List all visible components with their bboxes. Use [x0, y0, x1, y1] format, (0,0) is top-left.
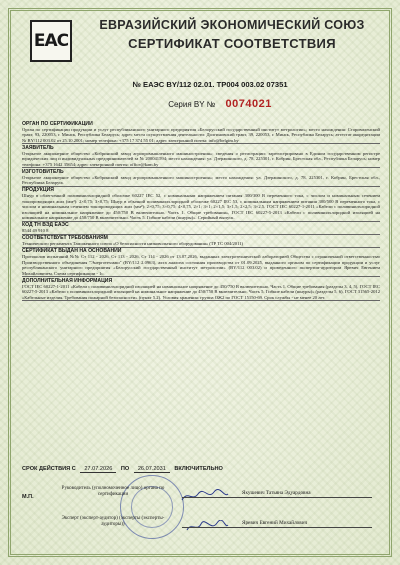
union-title: ЕВРАЗИЙСКИЙ ЭКОНОМИЧЕСКИЙ СОЮЗ — [99, 18, 365, 32]
section-heading: ИЗГОТОВИТЕЛЬ — [22, 168, 64, 175]
section-text: 8544 49 910 8 — [22, 228, 380, 235]
section-heading: КОД ТН ВЭД ЕАЭС — [22, 222, 69, 228]
section-heading: ОРГАН ПО СЕРТИФИКАЦИИ — [22, 120, 93, 127]
validity-from: 27.07.2026 — [80, 466, 116, 473]
validity-to-label: ПО — [120, 466, 130, 472]
head-role: Руководитель (уполномоченное лицо) органа по сертификации — [61, 486, 165, 497]
certificate-number: № ЕАЭС BY/112 02.01. ТР004 003.02 07351 — [132, 80, 288, 89]
validity-label: СРОК ДЕЙСТВИЯ С — [22, 466, 76, 472]
section-applicant — [22, 145, 380, 169]
series-label: Серия BY — [168, 100, 205, 109]
validity-to: 26.07.2031 — [134, 466, 170, 473]
section-heading: СООТВЕТСТВУЕТ ТРЕБОВАНИЯМ — [22, 235, 108, 241]
section-heading: СЕРТИФИКАТ ВЫДАН НА ОСНОВАНИИ — [22, 248, 122, 254]
section-heading: ЗАЯВИТЕЛЬ — [22, 144, 54, 151]
section-additional-info — [22, 278, 380, 302]
section-text: ГОСТ IEC 60227-1-2011 «Кабели с поливинилхлоридной изоляцией на номинальное напряжение до 450/750 В включительно. Часть 1. Общие требования (разделы 3, 4, 5), ГОСТ IEC 60227-5-2013 «Кабели с поливинилхлоридной изоляцией на номинальное напряжение до 450/750 В включительно. Часть 5. Гибкие кабели (шнуры)» (разделы 5, 6), ГОСТ 31565-2012 «Кабельные изделия. Требования пожарной безопасности» (пункт 5.2). Условия хранения: группа ОЖ2 по ГОСТ 15150-69. Срок службы - не менее 20 лет. — [22, 283, 380, 300]
signature-line — [182, 527, 372, 528]
certificate-title: СЕРТИФИКАТ СООТВЕТСТВИЯ — [128, 36, 336, 51]
section-text: Орган по сертификации продукции и услуг республиканского унитарного предприятия «Белорусский государственный институт метрологии»; место нахождения: Старовиленский тракт, 93, 220053, г. Минск, Республика Беларусь; адрес места осуществления деятельности: Долгиновский тракт, 39, 220053, г. Минск, Республика Беларусь; аттестат аккредитации № BY/112 003.02 от 25.10.2001; номер телефона: +375 17 374 55 01; адрес электронной почты: info@belgim.by — [22, 126, 380, 143]
section-requirements — [22, 235, 380, 248]
section-text: Открытое акционерное общество «Кобринский завод агропромышленного машиностроения»; место нахождения: ул. Дзержинского, д. 78, 225301, г. Кобрин, Брестская обл., Республика Беларусь — [22, 174, 380, 185]
expert-role: Эксперт (эксперт-аудитор) (эксперты (эксперты-аудиторы)) — [61, 516, 165, 527]
signatures-block — [22, 486, 380, 546]
section-authority — [22, 121, 380, 145]
expert-name: Яревич Евгений Михайлович — [242, 520, 308, 526]
seal-place-label: М.П. — [22, 494, 34, 500]
section-heading: ПРОДУКЦИЯ — [22, 187, 54, 193]
section-heading: ДОПОЛНИТЕЛЬНАЯ ИНФОРМАЦИЯ — [22, 277, 113, 284]
series-line — [120, 98, 320, 110]
head-signature-row — [22, 486, 380, 516]
head-name: Якушевич Татьяна Эдуардовна — [242, 490, 311, 496]
certificate-body — [22, 120, 380, 301]
expert-signature-row — [22, 516, 380, 546]
signature-line — [182, 497, 372, 498]
section-text: Шнур в облегченной поливинилхлоридной оболочке 60227 IEC 52, с номинальным напряжением питания 300/300 В переменного тока, с числом и номинальным сечением токопроводящих жил (мм²): 2×0,75; 3×0,75; Шнур в обычной поливинилхлоридной оболочке 60227 IEC 53, с номинальным напряжением питания 300/500 В переменного тока, с числом и номинальным сечением токопроводящих жил (мм²): 2×0,75; 3×0,75; 4×0,75, 2×1; 3×1; 2×1,5; 3×1,5; 2×2,5; 3×2,5. ГОСТ IEC 60227-1-2011 «Кабели с поливинилхлоридной изоляцией на номинальное напряжение до 450/750 В включительно. Часть 1. Общие требования», ГОСТ IEC 60227-5-2013 «Кабели с поливинилхлоридной изоляцией на номинальное напряжение до 450/750 В включительно. Часть 5. Гибкие кабели (шнуры)». Серийный выпуск. — [22, 193, 380, 220]
series-prefix: № — [206, 100, 216, 109]
section-product — [22, 187, 380, 222]
section-hs-code — [22, 222, 380, 235]
section-text: Протоколов испытаний №№ Ст 112 - 2026, Ст 113 - 2026, Ст 114 - 2026 от 13.07.2026, выданных электротехнической лабораторией Общества с ограниченной ответственностью Производственного объединения "Энерготехмаш" (BY/112 2.0963), акта анализа состояния производства от 01.09.2025, выданного органом по сертификации продукции и услуг республиканского унитарного предприятия «Белорусский государственный институт метрологии» (BY/112 003.02) и проведенного экспертом-аудитором Яревич Евгением Михайловичем. Схема сертификации - 1с. — [22, 254, 380, 276]
section-text: Технического регламента Таможенного союза «О безопасности низковольтного оборудования» (ТР ТС 004/2011) — [22, 241, 380, 248]
eac-logo: EAC — [30, 20, 72, 62]
validity-period — [22, 466, 380, 472]
series-number: 0074021 — [225, 98, 272, 110]
section-manufacturer — [22, 169, 380, 187]
section-basis — [22, 248, 380, 277]
section-text: Открытое акционерное общество «Кобринский завод агропромышленного машиностроения»; сведения о регистрации: зарегистрировано в Едином государственном регистре юридических лиц и индивидуальных предпринимателей за № 200041594; место нахождения: ул. Дзержинского, д. 78, 225301, г. Кобрин, Брестская обл., Республика Беларусь; номер телефона: +375 1642 35654; адрес электронной почты: office@kam.by — [22, 150, 380, 167]
validity-suffix: ВКЛЮЧИТЕЛЬНО — [174, 466, 223, 472]
